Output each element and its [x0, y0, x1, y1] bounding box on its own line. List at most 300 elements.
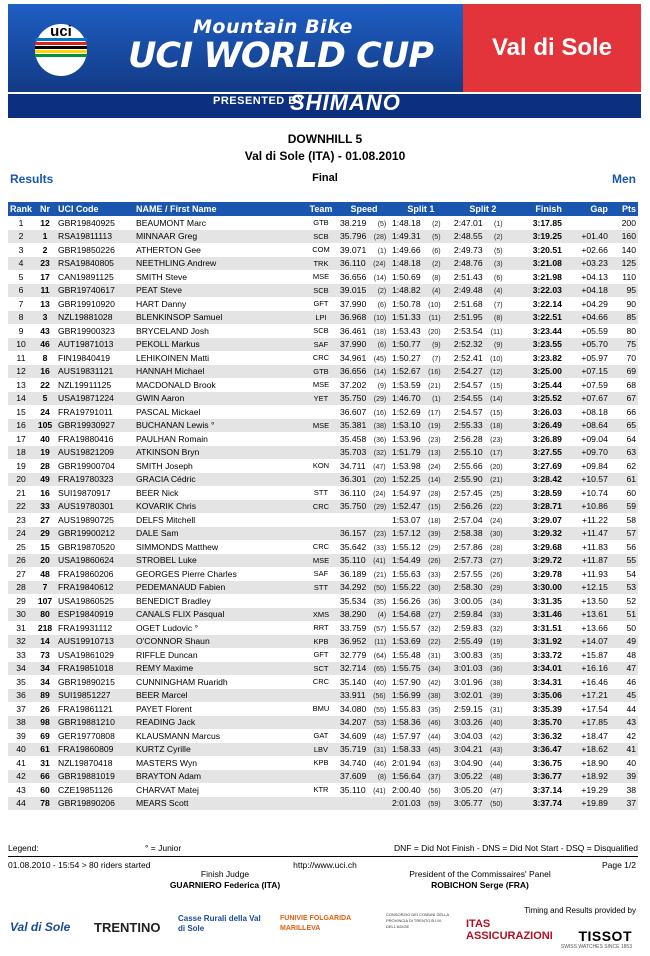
cell-gap: +11.47: [564, 527, 610, 541]
cell-rank: 1: [18, 217, 24, 228]
cell-split2-position: (40): [490, 720, 503, 728]
cell-speed-value: 34.292: [339, 582, 367, 593]
cell-split2-value: 2:58.38: [453, 528, 483, 539]
cell-speed-position: (56): [373, 693, 386, 701]
cell-split1: [390, 783, 452, 797]
cell-split1: [390, 513, 452, 527]
cell-split1-value: 1:48.18: [391, 217, 421, 228]
cell-pts: 46: [626, 676, 636, 687]
table-row: [8, 675, 638, 689]
cell-name: OGET Ludovic °: [135, 622, 199, 633]
cell-split2-position: (15): [490, 409, 503, 417]
cell-split2: [452, 284, 514, 298]
cell-split2: [452, 770, 514, 784]
cell-uci-code: GBR19870520: [58, 541, 115, 552]
cell-nr: 33: [34, 500, 56, 514]
cell-finish: 3:30.00: [514, 581, 564, 595]
cell-name: BEER Nick: [135, 487, 179, 498]
cell-pts: 51: [610, 608, 638, 622]
cell-name: PEKOLL Markus: [134, 338, 304, 352]
cell-split1-value: 1:56.64: [391, 771, 421, 782]
cell-rank: 12: [8, 365, 34, 379]
table-row: [8, 702, 638, 716]
cell-speed-position: (64): [373, 652, 387, 660]
junior-note: ° = Junior: [145, 843, 182, 853]
cell-speed: [338, 216, 390, 230]
cell-split1-value: 1:48.18: [391, 258, 421, 269]
cell-pts: 125: [610, 257, 638, 271]
cell-split1-value: 1:53.69: [391, 636, 421, 647]
cell-split2: [452, 608, 514, 622]
cell-speed: [338, 297, 390, 311]
cell-name: BLENKINSOP Samuel: [134, 311, 304, 325]
venue-title: Val di Sole: [491, 34, 613, 61]
cell-split2: [452, 270, 514, 284]
cell-finish: 3:23.55: [514, 338, 564, 352]
cell-speed: [338, 797, 390, 811]
cell-split2-position: (36): [490, 666, 503, 674]
cell-split2-value: 2:53.54: [453, 325, 483, 336]
cell-split2-value: 2:54.57: [453, 406, 483, 417]
cell-pts: 40: [626, 757, 636, 768]
cell-gap: +10.74: [581, 487, 608, 498]
cell-split2: [452, 540, 514, 554]
cell-split2-position: (30): [490, 531, 503, 539]
header-pts: Pts: [610, 202, 638, 216]
cell-gap: +08.18: [581, 406, 608, 417]
cell-speed-position: (14): [373, 274, 387, 282]
cell-split1-value: 1:55.63: [391, 568, 421, 579]
cell-rank: 15: [16, 406, 26, 417]
cell-uci-code: FIN19840419: [58, 352, 111, 363]
table-row: [8, 783, 638, 797]
header-uci-code: UCI Code: [56, 202, 134, 216]
cell-split1-position: (13): [428, 450, 441, 458]
cell-split1-value: 1:53.10: [391, 420, 421, 431]
cell-pts: 60: [626, 487, 636, 498]
cell-team: KPB: [304, 635, 338, 649]
cell-speed: [338, 459, 390, 473]
cell-split2-position: (21): [490, 477, 503, 485]
cell-team: STT: [313, 488, 329, 498]
cell-pts: 59: [610, 500, 638, 514]
cell-speed-position: (55): [373, 706, 387, 714]
cell-nr: 98: [34, 716, 56, 730]
cell-split2-position: (31): [490, 706, 503, 714]
cell-uci-code: FRA19931112: [58, 622, 113, 633]
cell-split1-position: (63): [428, 760, 441, 768]
table-row: [8, 540, 638, 554]
table-row: [8, 216, 638, 230]
cell-nr: 23: [34, 257, 56, 271]
page-number: Page 1/2: [601, 860, 636, 870]
cell-uci-code: AUS19910713: [56, 635, 134, 649]
cell-speed: [338, 743, 390, 757]
cell-split2: [452, 365, 514, 379]
cell-speed: [338, 581, 390, 595]
timing-provider-label: Timing and Results provided by: [524, 906, 636, 915]
cell-finish: 3:31.46: [514, 608, 564, 622]
cell-speed-value: 34.961: [339, 352, 367, 363]
cell-uci-code: FRA19880416: [58, 433, 114, 444]
cell-split2: [452, 500, 514, 514]
cell-split2-position: (19): [490, 639, 503, 647]
cell-rank: 44: [8, 797, 34, 811]
cell-split2-position: (50): [490, 801, 503, 809]
cell-split2-position: (24): [490, 517, 503, 525]
cell-team: LPI: [304, 311, 338, 325]
cell-split1-position: (34): [428, 666, 441, 674]
cell-speed-value: 35.534: [339, 595, 367, 606]
cell-pts: 62: [626, 460, 636, 471]
cell-split1-position: (35): [428, 706, 441, 714]
cell-split1: [390, 216, 452, 230]
cell-split1-position: (21): [428, 382, 441, 390]
cell-split2-value: 2:55.33: [453, 420, 483, 431]
cell-gap: +09.70: [564, 446, 610, 460]
cell-uci-code: RSA19811113: [56, 230, 134, 244]
cell-split2-value: 2:48.76: [453, 258, 483, 269]
cell-speed-value: 32.714: [339, 663, 367, 674]
cell-split2: [452, 243, 514, 257]
table-row: [8, 554, 638, 568]
cell-speed: [338, 243, 390, 257]
cell-split1: [390, 459, 452, 473]
cell-speed: [338, 675, 390, 689]
cell-split1-value: 1:58.33: [391, 744, 421, 755]
cell-gap: +11.87: [564, 554, 610, 568]
cell-finish: 3:31.35: [532, 595, 562, 606]
cell-split1: [390, 351, 452, 365]
cell-team: MSE: [304, 554, 338, 568]
cell-team: MSE: [312, 380, 330, 390]
table-row: [8, 446, 638, 460]
presented-by-label: PRESENTED BY: [213, 95, 305, 107]
table-row: [8, 486, 638, 500]
series-title: Mountain Bike: [193, 16, 353, 38]
cell-split1-value: 1:53.96: [391, 433, 421, 444]
cell-split2-value: 3:03.26: [453, 717, 483, 728]
sponsor-strip: [8, 912, 553, 948]
cell-split2-position: (28): [490, 544, 503, 552]
table-row: [8, 567, 638, 581]
cell-nr: 46: [34, 338, 56, 352]
cell-name: REMY Maxime: [134, 662, 304, 676]
cell-gap: +11.22: [581, 514, 608, 525]
cell-split2: [452, 311, 514, 325]
table-row: [8, 648, 638, 662]
table-row: [8, 621, 638, 635]
cell-speed-position: (16): [373, 409, 387, 417]
sponsor-folgarida-logo: FUNIVIE FOLGARIDA MARILLEVA: [280, 915, 351, 932]
cell-split1-value: 1:50.69: [391, 271, 421, 282]
cell-speed-value: 34.080: [339, 703, 367, 714]
cell-split2: [452, 230, 514, 244]
cell-nr: 5: [34, 392, 56, 406]
cell-uci-code: FRA19840612: [56, 581, 134, 595]
cell-finish: 3:28.71: [514, 500, 564, 514]
cell-team: [304, 594, 338, 608]
cell-rank: 29: [16, 595, 26, 606]
cell-name: RIFFLE Duncan: [135, 649, 198, 660]
header-speed: Speed: [338, 202, 390, 216]
uci-url-link[interactable]: http://www.uci.ch: [293, 860, 357, 870]
cell-split2-position: (29): [490, 585, 503, 593]
cell-split2-position: (35): [490, 652, 503, 660]
cell-gap: +17.54: [581, 703, 608, 714]
final-label: Final: [312, 172, 338, 184]
cell-split1-value: 1:51.33: [391, 312, 421, 323]
cell-split1: [390, 419, 452, 433]
cell-split1-position: (5): [432, 234, 441, 242]
cell-speed: [338, 783, 390, 797]
cell-nr: 13: [40, 298, 50, 309]
cell-split1: [390, 675, 452, 689]
cell-speed: [338, 378, 390, 392]
cell-speed-position: (8): [377, 774, 387, 782]
cell-speed-position: (31): [373, 747, 387, 755]
cell-rank: 30: [8, 608, 34, 622]
sponsor-trentino-logo: TRENTINO: [94, 920, 161, 935]
cell-pts: 53: [610, 581, 638, 595]
cell-speed: [338, 648, 390, 662]
cell-split2-value: 3:05.22: [453, 771, 483, 782]
header-split2: Split 2: [452, 202, 514, 216]
cell-split1-position: (37): [428, 774, 441, 782]
cell-split2-value: 2:57.45: [453, 487, 483, 498]
cell-team: [304, 446, 338, 460]
cell-gap: +10.86: [564, 500, 610, 514]
header-split1: Split 1: [390, 202, 452, 216]
cell-uci-code: AUS19831121: [56, 365, 134, 379]
cell-split1-position: (14): [428, 477, 441, 485]
cell-finish: 3:23.44: [532, 325, 562, 336]
table-row: [8, 311, 638, 325]
cell-rank: 24: [8, 527, 34, 541]
cell-split1-position: (16): [428, 369, 441, 377]
cell-split2-position: (7): [494, 301, 503, 309]
cell-pts: 70: [626, 352, 636, 363]
cell-split2: [452, 567, 514, 581]
cell-nr: 69: [40, 730, 50, 741]
cell-speed-value: 37.609: [339, 771, 367, 782]
cell-pts: 200: [621, 217, 636, 228]
cell-name: SIMMONDS Matthew: [135, 541, 219, 552]
cell-split1-value: 1:57.12: [391, 528, 421, 539]
cell-split2-value: 3:02.01: [453, 690, 483, 701]
cell-finish: 3:27.55: [514, 446, 564, 460]
cell-split1: [390, 702, 452, 716]
cell-pts: 67: [610, 392, 638, 406]
cell-split2-position: (42): [490, 733, 503, 741]
cell-uci-code: AUS19821209: [56, 446, 134, 460]
table-row: [8, 608, 638, 622]
tissot-tagline: SWISS WATCHES SINCE 1853: [560, 944, 632, 950]
cell-split2: [452, 702, 514, 716]
cell-nr: 105: [34, 419, 56, 433]
cell-speed-value: 35.750: [339, 393, 367, 404]
cell-rank: 18: [8, 446, 34, 460]
cell-speed-value: 34.740: [339, 757, 367, 768]
cell-split1-value: 1:52.67: [391, 366, 421, 377]
finish-judge-role: Finish Judge: [200, 869, 250, 879]
cell-speed-value: 35.642: [339, 541, 367, 552]
cell-team: TRK: [304, 257, 338, 271]
cell-split1-position: (22): [428, 639, 441, 647]
cell-nr: 16: [34, 365, 56, 379]
cell-split1: [390, 594, 452, 608]
cell-uci-code: AUT19871013: [56, 338, 134, 352]
cell-rank: 9: [18, 325, 24, 336]
cell-speed: [338, 635, 390, 649]
cell-pts: 41: [610, 743, 638, 757]
cell-split1-value: 1:53.98: [391, 460, 421, 471]
cell-name: LEHIKOINEN Matti: [135, 352, 210, 363]
cell-nr: 60: [40, 784, 50, 795]
cell-split1: [390, 243, 452, 257]
cell-speed-position: (2): [377, 288, 387, 296]
cell-split2: [452, 216, 514, 230]
cell-uci-code: GBR19910920: [58, 298, 115, 309]
cell-split1-value: 1:58.36: [391, 717, 421, 728]
cell-speed: [338, 540, 390, 554]
cell-split2-value: 2:59.83: [453, 622, 483, 633]
cell-uci-code: NZL19881028: [56, 311, 134, 325]
table-row: [8, 770, 638, 784]
cell-split1-position: (19): [428, 423, 441, 431]
cell-split1-position: (28): [428, 490, 441, 498]
cell-pts: 42: [626, 730, 636, 741]
cell-gap: +07.67: [564, 392, 610, 406]
cell-speed-value: 34.609: [339, 730, 367, 741]
cell-pts: 65: [610, 419, 638, 433]
cell-finish: 3:22.51: [514, 311, 564, 325]
cell-finish: 3:29.78: [532, 568, 562, 579]
cell-split2-position: (17): [490, 450, 503, 458]
cell-rank: 36: [8, 689, 34, 703]
cell-split2-position: (38): [490, 679, 503, 687]
cell-split1-position: (38): [428, 693, 441, 701]
cell-rank: 41: [16, 757, 26, 768]
cell-team: [304, 513, 338, 527]
cell-pts: 85: [610, 311, 638, 325]
cell-name: ATKINSON Bryn: [134, 446, 304, 460]
cell-split2-position: (4): [494, 288, 503, 296]
cell-speed-value: 36.461: [339, 325, 367, 336]
cell-speed-position: (11): [374, 639, 387, 647]
cell-nr: 2: [42, 244, 48, 255]
cell-finish: 3:34.01: [514, 662, 564, 676]
cell-rank: 39: [16, 730, 26, 741]
cell-uci-code: USA19861029: [58, 649, 114, 660]
cell-rank: 13: [16, 379, 26, 390]
cell-split2: [452, 527, 514, 541]
header-nr: Nr: [34, 202, 56, 216]
cell-speed: [338, 419, 390, 433]
cell-split1-value: 1:57.90: [391, 676, 421, 687]
cell-speed-value: 35.719: [339, 744, 367, 755]
cell-split2-position: (48): [490, 774, 503, 782]
cell-uci-code: AUS19890725: [58, 514, 114, 525]
cell-finish: 3:26.03: [532, 406, 562, 417]
table-row: [8, 270, 638, 284]
cell-nr: 11: [34, 284, 56, 298]
cell-split2-value: 2:52.41: [453, 352, 483, 363]
cell-split2-position: (32): [490, 625, 503, 633]
table-row: [8, 284, 638, 298]
cell-speed: [338, 405, 390, 419]
cell-pts: 52: [626, 595, 636, 606]
cell-split2-value: 2:47.01: [453, 217, 483, 228]
table-body: [8, 216, 638, 810]
header-gap: Gap: [564, 202, 610, 216]
cell-split1: [390, 608, 452, 622]
table-row: [8, 297, 638, 311]
cell-speed-value: 36.189: [339, 568, 367, 579]
cell-split2: [452, 513, 514, 527]
event-subtitle: Val di Sole (ITA) - 01.08.2010: [244, 149, 406, 163]
cell-uci-code: CZE19851126: [58, 784, 113, 795]
cell-split1-position: (44): [428, 733, 441, 741]
cell-rank: 4: [8, 257, 34, 271]
cell-split2-position: (26): [490, 571, 503, 579]
cell-split1: [390, 567, 452, 581]
cell-split2-value: 2:55.66: [453, 460, 483, 471]
table-row: [8, 432, 638, 446]
cell-split1-position: (42): [428, 679, 441, 687]
cell-split1: [390, 770, 452, 784]
table-row: [8, 459, 638, 473]
cell-team: CRC: [312, 353, 330, 363]
cell-pts: 50: [626, 622, 636, 633]
cell-speed-value: 36.301: [339, 474, 367, 485]
cell-split2-position: (6): [494, 274, 503, 282]
cell-speed-value: 37.990: [339, 298, 367, 309]
cell-gap: +05.70: [564, 338, 610, 352]
cell-team: GTB: [304, 365, 338, 379]
cell-split1: [390, 486, 452, 500]
cell-split1: [390, 581, 452, 595]
cell-speed-value: 36.656: [339, 366, 367, 377]
cell-split2-position: (8): [494, 315, 503, 323]
cell-team: GFT: [313, 650, 329, 660]
cell-split1: [390, 621, 452, 635]
table-row: [8, 351, 638, 365]
cell-split2-position: (39): [490, 693, 503, 701]
cell-split2: [452, 297, 514, 311]
table-row: [8, 419, 638, 433]
results-table: [8, 202, 638, 810]
cell-nr: 43: [40, 325, 50, 336]
cell-rank: 21: [16, 487, 26, 498]
cell-finish: 3:31.92: [514, 635, 564, 649]
cell-split2-position: (10): [490, 355, 503, 363]
cell-rank: 11: [16, 352, 26, 363]
cell-finish: 3:35.70: [514, 716, 564, 730]
cell-pts: 55: [610, 554, 638, 568]
cell-nr: 89: [34, 689, 56, 703]
cell-speed-value: 35.110: [339, 784, 366, 795]
cell-pts: 61: [610, 473, 638, 487]
cell-speed-position: (6): [377, 301, 387, 309]
cell-name: BUCHANAN Lewis °: [134, 419, 304, 433]
cell-split1-value: 1:50.27: [391, 352, 421, 363]
cell-name: DALE Sam: [134, 527, 304, 541]
cell-speed: [338, 756, 390, 770]
cell-nr: 48: [40, 568, 50, 579]
cell-speed: [338, 486, 390, 500]
cell-speed: [338, 500, 390, 514]
